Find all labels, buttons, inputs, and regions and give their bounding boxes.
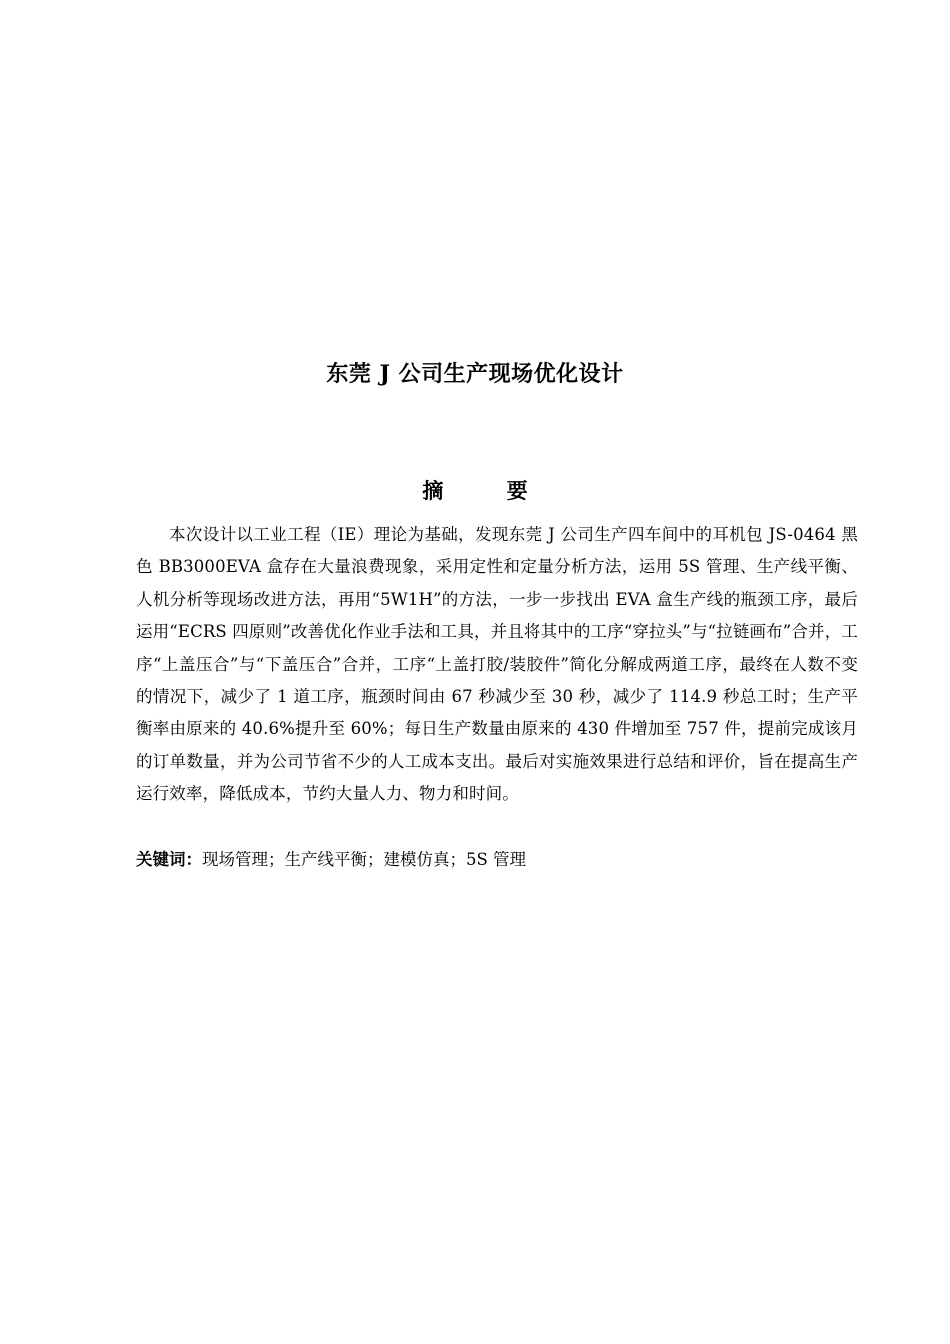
abstract-heading: 摘 要 xyxy=(422,478,556,503)
document-title: 东莞 J 公司生产现场优化设计 xyxy=(326,361,624,387)
abstract-body: 本次设计以工业工程（IE）理论为基础，发现东莞 J 公司生产四车间中的耳机包 JS-0464 黑色 BB3000EVA 盒存在大量浪费现象，采用定性和定量分析方法，运用 5S 管理、生产线平衡、人机分析等现场改进方法，再用“5W1H”的方法，一步一步找出 EVA 盒生产线的瓶颈工序，最后运用“ECRS 四原则”改善优化作业手法和工具，并且将其中的工序“穿拉头”与“拉链画布”合并，工序“上盖压合”与“下盖压合”合并，工序“上盖打胶/装胶件”简化分解成两道工序，最终在人数不变的情况下，减少了 1 道工序，瓶颈时间由 67 秒减少至 30 秒，减少了 114.9 秒总工时；生产平衡率由原来的 40.6%提升至 60%；每日生产数量由原来的 430 件增加至 757 件，提前完成该月的订单数量，并为公司节省不少的人工成本支出。最后对实施效果进行总结和评价，旨在提高生产运行效率，降低成本，节约大量人力、物力和时间。 xyxy=(136,525,858,804)
keywords-label: 关键词： xyxy=(136,850,202,869)
keywords-text: 现场管理；生产线平衡；建模仿真；5S 管理 xyxy=(202,850,527,869)
keywords-line xyxy=(136,844,858,876)
